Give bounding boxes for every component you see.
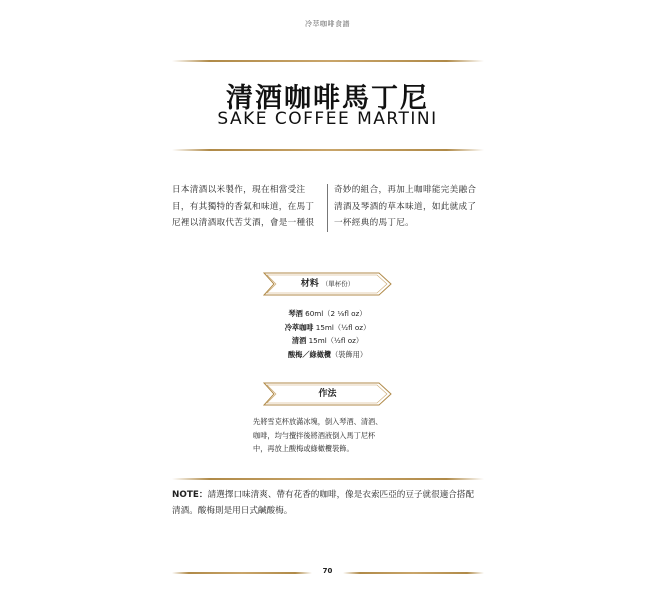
ingredient-name: 琴酒 [288, 309, 303, 318]
ingredient-item [0, 321, 655, 335]
method-line: 中，再放上酸梅或綠橄欖裝飾。 [253, 444, 354, 453]
method-text [253, 415, 421, 456]
method-banner [263, 382, 392, 406]
intro-column-divider [327, 184, 328, 232]
ingredient-amount: 60ml（2 ⅛fl oz） [302, 309, 367, 318]
ingredient-item [0, 334, 655, 348]
note-label: NOTE： [172, 490, 208, 500]
title-gold-rule [172, 149, 484, 151]
running-head: 冷萃咖啡食譜 [305, 20, 350, 28]
recipe-title-chinese: 清酒咖啡馬丁尼 [226, 83, 429, 114]
ingredients-banner [263, 272, 392, 296]
ingredient-name: 清酒 [291, 336, 307, 345]
method-heading: 作法 [318, 389, 337, 399]
top-gold-rule [172, 60, 484, 62]
ingredient-amount: 15ml（½fl oz） [306, 336, 364, 345]
intro-left-line: 日本清酒以米製作，現在相當受注 [172, 185, 306, 195]
ingredient-name: 冷萃咖啡 [284, 322, 314, 332]
note-line: 清酒。酸梅則是用日式鹹酸梅。 [172, 506, 293, 516]
ingredients-heading-note: （單杯份） [321, 280, 355, 288]
note-gold-rule [172, 478, 484, 480]
intro-right-line: 清酒及琴酒的草本味道，如此就成了 [334, 201, 477, 212]
intro-left-line: 目，有其獨特的香氣和味道，在馬丁 [172, 201, 315, 212]
intro-right-column [334, 182, 486, 232]
method-line: 咖啡，均勻攪拌後將酒液倒入馬丁尼杯 [253, 430, 376, 440]
recipe-title-english: SAKE COFFEE MARTINI [217, 109, 438, 129]
ingredient-amount: 15ml（½fl oz） [313, 322, 371, 332]
ingredient-item [0, 348, 655, 362]
intro-left-column [172, 182, 324, 232]
note-line: 請選擇口味清爽、帶有花香的咖啡，像是衣索匹亞的豆子就很適合搭配 [207, 490, 475, 500]
method-line: 先將雪克杯放滿冰塊，倒入琴酒、清酒、 [253, 417, 383, 426]
intro-left-line: 尼裡以清酒取代苦艾酒，會是一種很 [172, 218, 315, 228]
page-number: 70 [322, 567, 333, 575]
ingredient-name: 酸梅／綠橄欖 [287, 349, 332, 359]
intro-right-line: 一杯經典的馬丁尼。 [334, 218, 415, 228]
ingredients-heading: 材料 [300, 279, 319, 289]
ingredient-amount: （裝飾用） [331, 349, 368, 359]
ingredient-item [0, 307, 655, 321]
intro-right-line: 奇妙的組合，再加上咖啡能完美融合 [334, 185, 477, 195]
note-block [172, 487, 484, 519]
ingredients-list [0, 307, 655, 361]
footer-gold-rule-right [343, 572, 484, 574]
